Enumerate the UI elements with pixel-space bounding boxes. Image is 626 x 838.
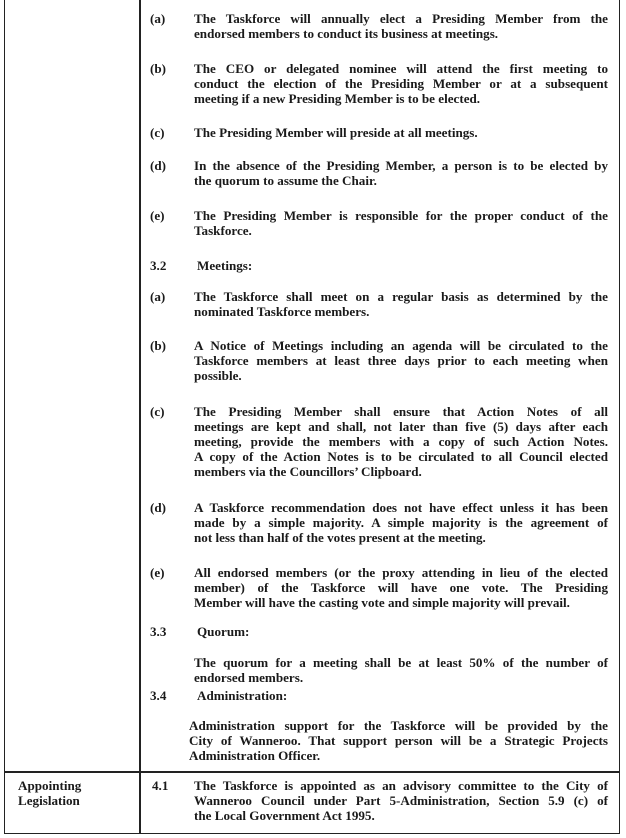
clause-e-line: The Presiding Member is responsible for the proper conduct of the — [194, 208, 608, 223]
section-3-3-heading-number: 3.3 — [150, 624, 167, 639]
clause-c-text — [194, 125, 608, 140]
meeting-clause-b-number: (b) — [150, 338, 167, 353]
meeting-clause-e-line: All endorsed members (or the proxy attending in lieu of the elected — [194, 565, 608, 580]
administration-text-body — [189, 718, 608, 763]
quorum-text-line: The quorum for a meeting shall be at least 50% of the number of — [194, 655, 608, 670]
meeting-clause-b-line: Taskforce members at least three days prior to each meeting when — [194, 353, 608, 368]
meeting-clause-d-line: A Taskforce recommendation does not have effect unless it has been — [194, 500, 608, 515]
clause-d-number: (d) — [150, 158, 167, 173]
meeting-clause-b-line: possible. — [194, 368, 242, 383]
section-3-2-heading-title: Meetings: — [197, 258, 253, 273]
clause-a-line: The Taskforce will annually elect a Presiding Member from the — [194, 11, 608, 26]
meeting-clause-a-line: The Taskforce shall meet on a regular basis as determined by the — [194, 289, 608, 304]
appointing-label-line: Legislation — [18, 793, 80, 808]
section-3-2-heading-number: 3.2 — [150, 258, 167, 273]
quorum-text-text — [194, 655, 608, 685]
appointing-label-line: Appointing — [18, 778, 82, 793]
row-divider — [5, 771, 619, 773]
meeting-clause-c-line: The Presiding Member shall ensure that Action Notes of all — [194, 404, 608, 419]
meeting-clause-e-line: Member will have the casting vote and simple majority will prevail. — [194, 595, 570, 610]
meeting-clause-b-text — [194, 338, 608, 383]
meeting-clause-b-line: A Notice of Meetings including an agenda will be circulated to the — [194, 338, 608, 353]
section-3-3-heading-title: Quorum: — [197, 624, 250, 639]
meeting-clause-d-number: (d) — [150, 500, 167, 515]
clause-a-line: endorsed members to conduct its business at meetings. — [194, 26, 499, 41]
meeting-clause-a-text — [194, 289, 608, 319]
clause-d-text — [194, 158, 608, 188]
clause-a-number: (a) — [150, 11, 166, 26]
administration-line: Administration Officer. — [189, 748, 321, 763]
clause-b-line: conduct the election of the Presiding Member or at a subsequent — [194, 76, 608, 91]
meeting-clause-c-line: A copy of the Action Notes is to be circulated to all Council elected — [194, 449, 608, 464]
section-4-1-line: The Taskforce is appointed as an advisory committee to the City of — [194, 778, 608, 793]
section-4-1-line: Wanneroo Council under Part 5-Administration, Section 5.9 (c) of — [194, 793, 608, 808]
clause-e-line: Taskforce. — [194, 223, 252, 238]
section-4-1-line: the Local Government Act 1995. — [194, 808, 375, 823]
section-4-1-text — [194, 778, 608, 823]
section-4-1-number: 4.1 — [152, 778, 169, 793]
meeting-clause-d-line: made by a simple majority. A simple majority is the agreement of — [194, 515, 608, 530]
meeting-clause-c-line: meetings are kept and shall, not later than five (5) days after each — [194, 419, 608, 434]
column-divider — [139, 0, 141, 833]
administration-line: City of Wanneroo. That support person will be a Strategic Projects — [189, 733, 608, 748]
clause-b-number: (b) — [150, 61, 167, 76]
clause-a-text — [194, 11, 608, 41]
meeting-clause-e-line: member) of the Taskforce will have one vote. The Presiding — [194, 580, 608, 595]
meeting-clause-d-text — [194, 500, 608, 545]
clause-d-line: In the absence of the Presiding Member, a person is to be elected by — [194, 158, 608, 173]
meeting-clause-a-number: (a) — [150, 289, 166, 304]
meeting-clause-c-line: members via the Councillors’ Clipboard. — [194, 464, 422, 479]
meeting-clause-d-line: not less than half of the votes present at the meeting. — [194, 530, 486, 545]
administration-line: Administration support for the Taskforce will be provided by the — [189, 718, 608, 733]
quorum-text-line: endorsed members. — [194, 670, 304, 685]
section-3-4-heading-number: 3.4 — [150, 688, 167, 703]
clause-e-text — [194, 208, 608, 238]
clause-e-number: (e) — [150, 208, 165, 223]
appointing-legislation-label — [18, 778, 81, 808]
section-3-4-heading-title: Administration: — [197, 688, 288, 703]
clause-b-line: The CEO or delegated nominee will attend the first meeting to — [194, 61, 608, 76]
meeting-clause-e-text — [194, 565, 608, 610]
meeting-clause-a-line: nominated Taskforce members. — [194, 304, 370, 319]
clause-c-number: (c) — [150, 125, 165, 140]
meeting-clause-c-text — [194, 404, 608, 479]
clause-b-line: meeting if a new Presiding Member is to be elected. — [194, 91, 481, 106]
clause-d-line: the quorum to assume the Chair. — [194, 173, 377, 188]
clause-b-text — [194, 61, 608, 106]
meeting-clause-c-number: (c) — [150, 404, 165, 419]
meeting-clause-c-line: meeting, provide the members with a copy of such Action Notes. — [194, 434, 608, 449]
meeting-clause-e-number: (e) — [150, 565, 165, 580]
clause-c-line: The Presiding Member will preside at all meetings. — [194, 125, 478, 140]
